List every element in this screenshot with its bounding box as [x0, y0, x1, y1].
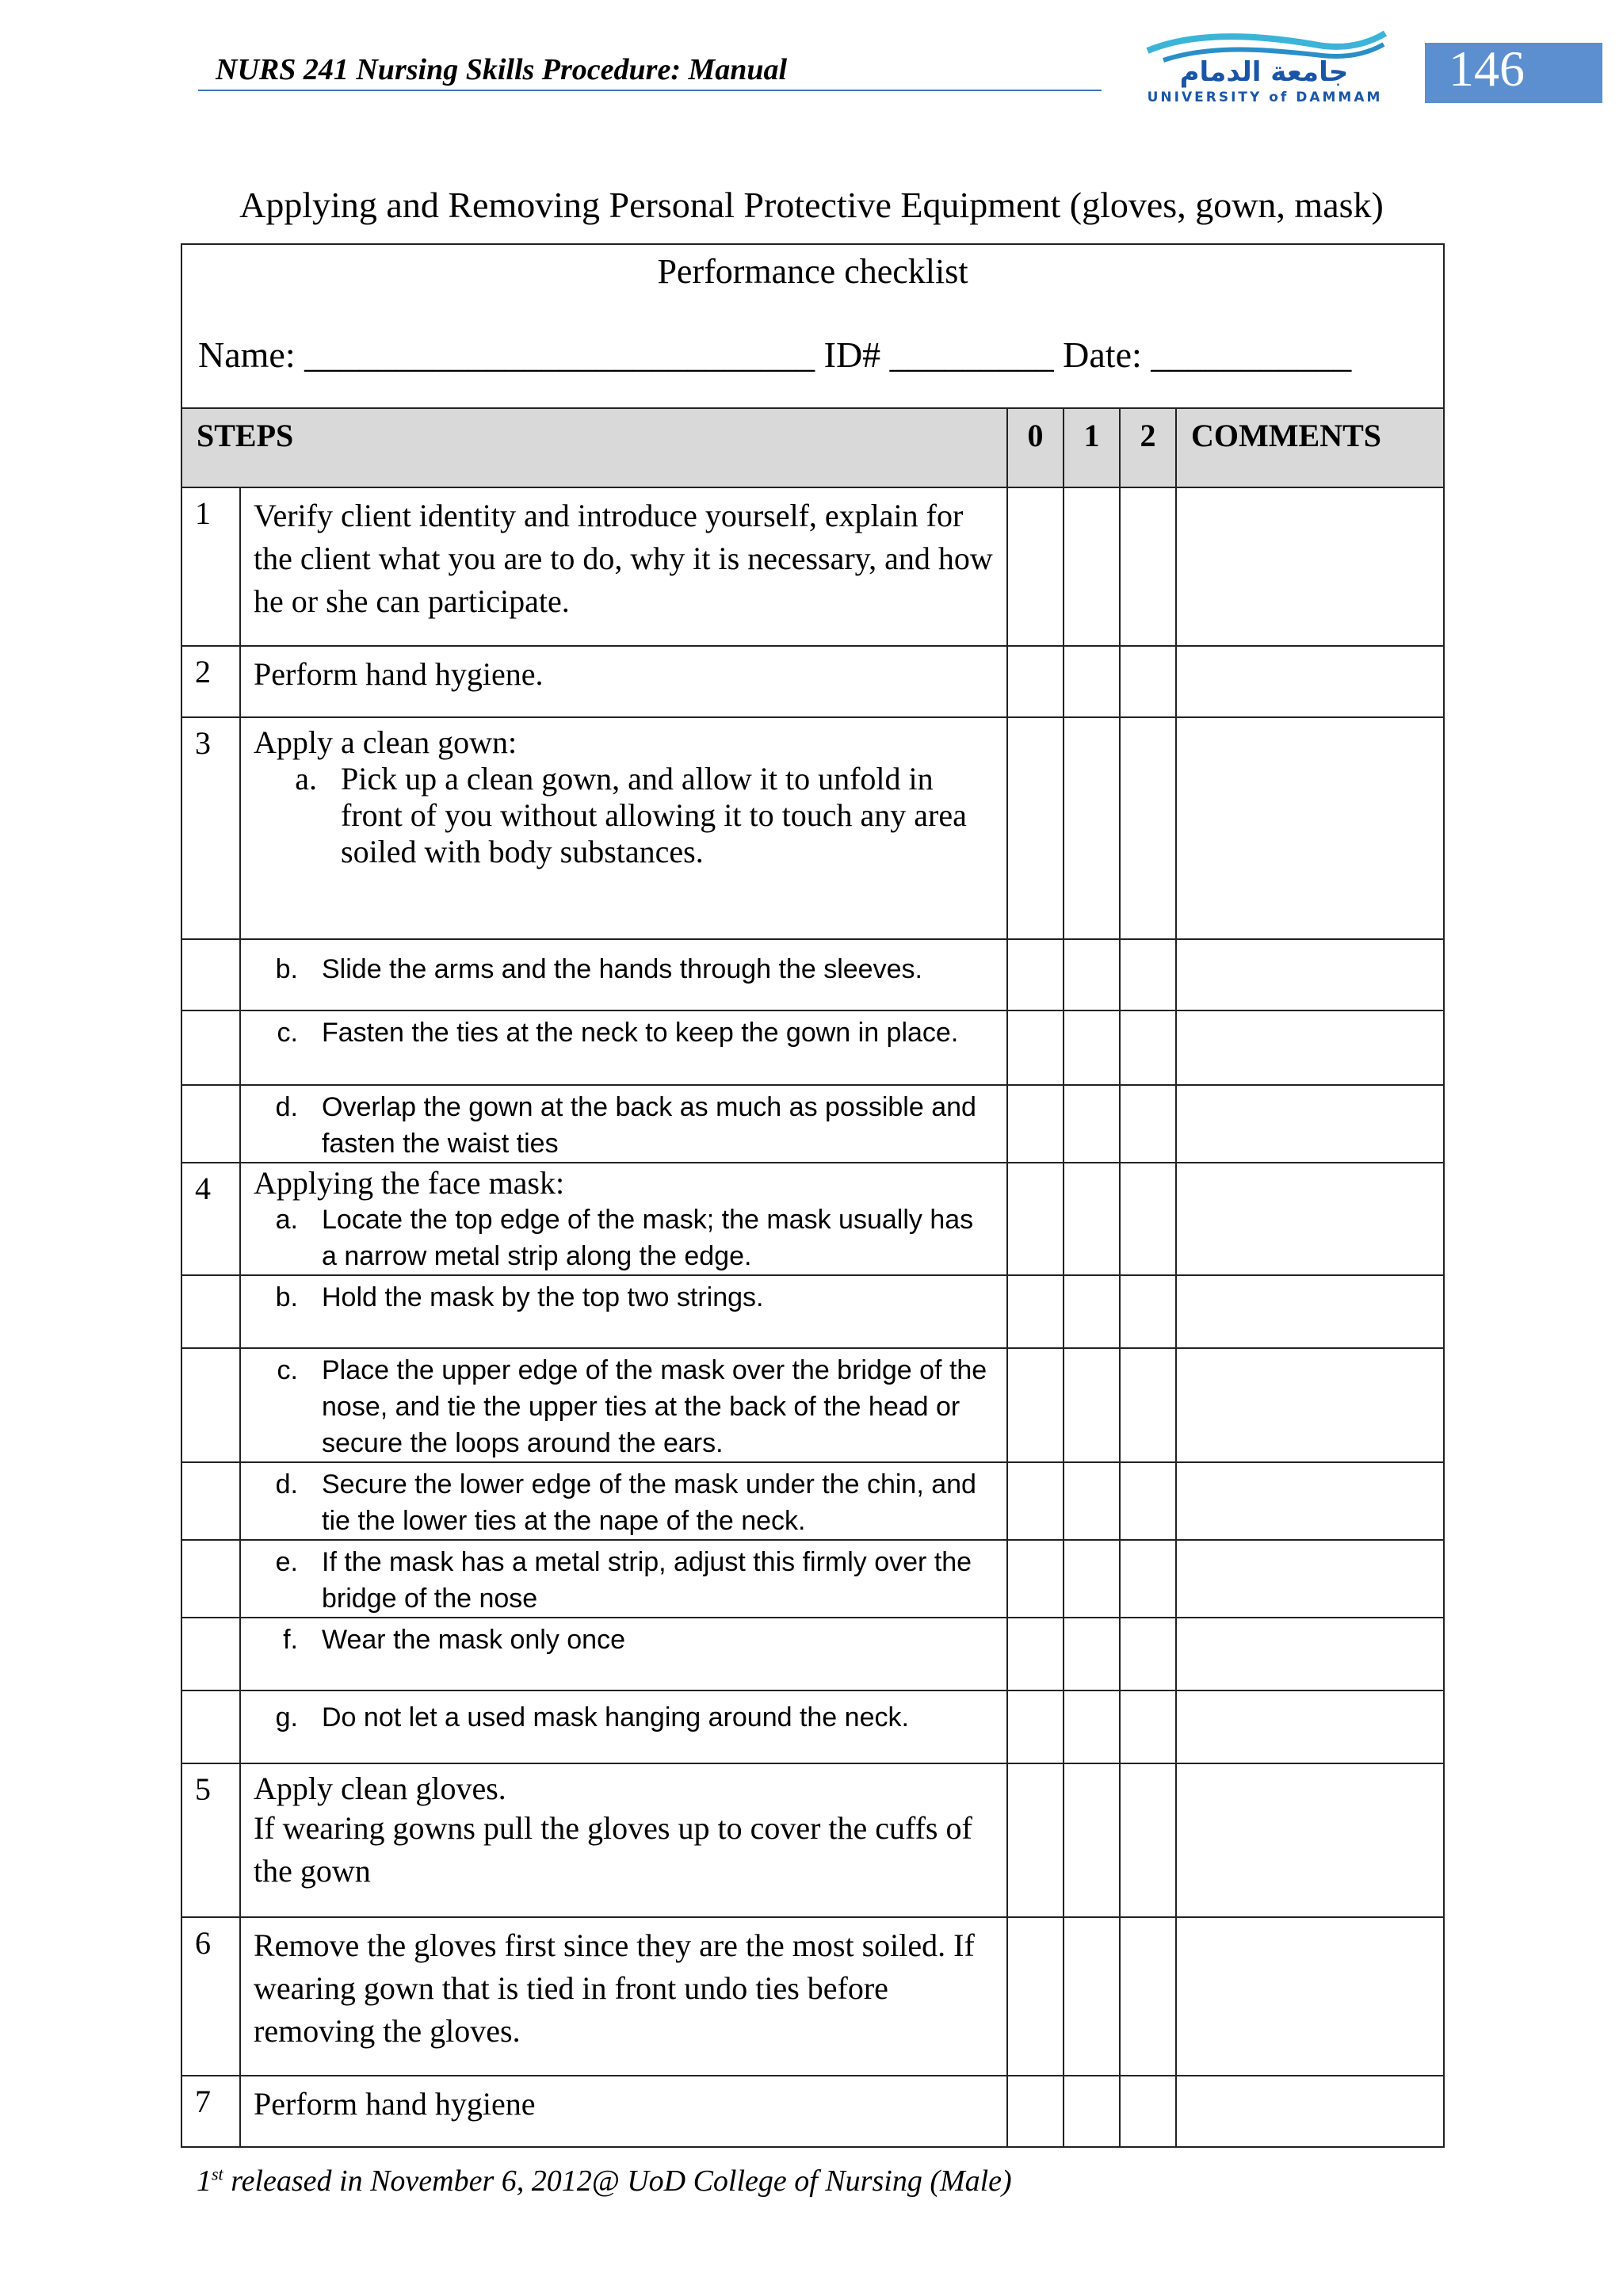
id-label: ID#	[823, 334, 881, 375]
score-0-cell[interactable]	[1007, 1618, 1064, 1690]
substep-text: Place the upper edge of the mask over the bridge of the nose, and tie the upper ties at the back of the head or secure the loops around the ears.	[322, 1355, 987, 1458]
name-label: Name:	[198, 334, 296, 375]
step-text: Perform hand hygiene.	[240, 646, 1007, 717]
substep	[241, 1201, 1006, 1274]
score-0-cell[interactable]	[1007, 1917, 1064, 2076]
score-2-cell[interactable]	[1120, 1763, 1176, 1917]
comments-cell[interactable]	[1176, 717, 1444, 939]
step-text: Perform hand hygiene	[240, 2076, 1007, 2147]
step-cell	[240, 717, 1007, 939]
score-2-cell[interactable]	[1120, 646, 1176, 717]
substep-text: If the mask has a metal strip, adjust this firmly over the bridge of the nose	[322, 1547, 972, 1614]
score-2-cell[interactable]	[1120, 1917, 1176, 2076]
footer-ordinal: 1	[197, 2164, 212, 2198]
score-2-cell[interactable]	[1120, 1462, 1176, 1540]
substep-letter: b.	[275, 954, 298, 984]
substep-text: Do not let a used mask hanging around the neck.	[322, 1702, 909, 1733]
step-cell	[240, 1348, 1007, 1462]
score-1-cell[interactable]	[1064, 1462, 1120, 1540]
comments-cell[interactable]	[1176, 1462, 1444, 1540]
substep-text: Locate the top edge of the mask; the mask usually has a narrow metal strip along the edge.	[322, 1205, 974, 1271]
substep-letter: a.	[275, 1205, 298, 1235]
performance-checklist-table	[181, 243, 1445, 2148]
score-0-cell[interactable]	[1007, 646, 1064, 717]
step-cell	[240, 1163, 1007, 1275]
comments-cell[interactable]	[1176, 646, 1444, 717]
form-row	[181, 244, 1444, 408]
substep-letter: c.	[277, 1018, 298, 1048]
score-1-cell[interactable]	[1064, 1085, 1120, 1163]
substep	[241, 1014, 1006, 1051]
substep	[241, 943, 1006, 988]
substep	[241, 1544, 1006, 1617]
score-2-cell[interactable]	[1120, 717, 1176, 939]
step-number: 5	[181, 1763, 240, 1917]
comments-cell[interactable]	[1176, 1275, 1444, 1348]
substep	[241, 1694, 1006, 1736]
step-number	[181, 1348, 240, 1462]
substep-letter: g.	[275, 1702, 298, 1733]
score-0-cell[interactable]	[1007, 939, 1064, 1010]
substep	[241, 1279, 1006, 1316]
substep	[241, 1089, 1006, 1162]
footer-text: released in November 6, 2012@ UoD College of Nursing (Male)	[223, 2164, 1012, 2198]
score-2-cell[interactable]	[1120, 1690, 1176, 1763]
step-text: Applying the face mask:	[254, 1165, 565, 1201]
logo-arabic-text: جامعة الدمام	[1179, 56, 1349, 88]
score-0-cell[interactable]	[1007, 2076, 1064, 2147]
substep-text: Slide the arms and the hands through the sleeves.	[322, 954, 922, 984]
substep-letter: d.	[275, 1469, 298, 1499]
score-1-cell[interactable]	[1064, 1163, 1120, 1275]
score-0-cell[interactable]	[1007, 1275, 1064, 1348]
table-row	[181, 1917, 1444, 2076]
score-1-cell[interactable]	[1064, 1348, 1120, 1462]
student-fields	[198, 334, 1351, 376]
step-number: 1	[181, 487, 240, 646]
score-2-cell[interactable]	[1120, 1163, 1176, 1275]
score-0-cell[interactable]	[1007, 1163, 1064, 1275]
step-number	[181, 1540, 240, 1618]
score-2-cell[interactable]	[1120, 1618, 1176, 1690]
substep-letter: f.	[283, 1625, 298, 1655]
substep-text: Wear the mask only once	[322, 1625, 625, 1655]
score-1-cell[interactable]	[1064, 1690, 1120, 1763]
step-cell	[240, 1275, 1007, 1348]
column-header-row	[181, 408, 1444, 487]
step-note: If wearing gowns pull the gloves up to cover the cuffs of the gown	[254, 1810, 972, 1889]
score-1-cell[interactable]	[1064, 1010, 1120, 1085]
date-field[interactable]: ___________	[1151, 334, 1352, 375]
score-0-cell[interactable]	[1007, 717, 1064, 939]
comments-cell[interactable]	[1176, 1085, 1444, 1163]
header-rule	[198, 90, 1102, 91]
substep-text: Fasten the ties at the neck to keep the gown in place.	[322, 1018, 959, 1048]
comments-cell[interactable]	[1176, 487, 1444, 646]
score-0-cell[interactable]	[1007, 487, 1064, 646]
score-2-cell[interactable]	[1120, 1010, 1176, 1085]
step-cell	[240, 1462, 1007, 1540]
substep-letter: c.	[277, 1355, 298, 1385]
step-cell	[240, 1763, 1007, 1917]
comments-cell[interactable]	[1176, 939, 1444, 1010]
steps-header: STEPS	[181, 408, 1007, 487]
score-1-cell[interactable]	[1064, 646, 1120, 717]
score-1-cell[interactable]	[1064, 1763, 1120, 1917]
comments-cell[interactable]	[1176, 1690, 1444, 1763]
substep-text: Pick up a clean gown, and allow it to unfold in front of you without allowing it to touch any area soiled with body substances.	[341, 761, 967, 869]
table-row	[181, 1618, 1444, 1690]
substep	[241, 1622, 1006, 1658]
score-2-cell[interactable]	[1120, 2076, 1176, 2147]
step-number: 4	[181, 1163, 240, 1275]
score-0-cell[interactable]	[1007, 1348, 1064, 1462]
date-label: Date:	[1063, 334, 1142, 375]
step-number: 3	[181, 717, 240, 939]
table-row	[181, 1462, 1444, 1540]
step-number: 7	[181, 2076, 240, 2147]
score-2-cell[interactable]	[1120, 1275, 1176, 1348]
step-cell	[240, 1690, 1007, 1763]
substep-letter: e.	[275, 1547, 298, 1577]
score-1-cell[interactable]	[1064, 1618, 1120, 1690]
score-1-cell[interactable]	[1064, 1275, 1120, 1348]
score-2-header: 2	[1120, 408, 1176, 487]
score-0-cell[interactable]	[1007, 1010, 1064, 1085]
step-cell	[240, 939, 1007, 1010]
substep	[241, 1352, 1006, 1461]
name-field[interactable]: ____________________________	[304, 334, 815, 375]
step-cell	[240, 1085, 1007, 1163]
checklist-subtitle: Performance checklist	[657, 252, 968, 291]
step-text: Verify client identity and introduce yourself, explain for the client what you are to do, why it is necessary, and how he or she can participate.	[240, 487, 1007, 646]
score-1-cell[interactable]	[1064, 1540, 1120, 1618]
logo-latin-text: UNIVERSITY of DAMMAM	[1147, 90, 1383, 105]
table-row	[181, 2076, 1444, 2147]
comments-header: COMMENTS	[1176, 408, 1444, 487]
score-2-cell[interactable]	[1120, 1540, 1176, 1618]
score-1-cell[interactable]	[1064, 717, 1120, 939]
table-row	[181, 1540, 1444, 1618]
comments-cell[interactable]	[1176, 1348, 1444, 1462]
score-2-cell[interactable]	[1120, 487, 1176, 646]
manual-title: NURS 241 Nursing Skills Procedure: Manual	[216, 53, 788, 86]
step-number: 6	[181, 1917, 240, 2076]
table-row	[181, 1348, 1444, 1462]
score-1-cell[interactable]	[1064, 939, 1120, 1010]
score-2-cell[interactable]	[1120, 1348, 1176, 1462]
table-row	[181, 1085, 1444, 1163]
score-2-cell[interactable]	[1120, 1085, 1176, 1163]
comments-cell[interactable]	[1176, 1163, 1444, 1275]
comments-cell[interactable]	[1176, 1763, 1444, 1917]
substep-letter: b.	[275, 1282, 298, 1312]
substep-text: Overlap the gown at the back as much as possible and fasten the waist ties	[322, 1092, 976, 1159]
table-row	[181, 939, 1444, 1010]
table-row	[181, 646, 1444, 717]
step-cell	[240, 1010, 1007, 1085]
substep-text: Hold the mask by the top two strings.	[322, 1282, 764, 1312]
score-0-cell[interactable]	[1007, 1462, 1064, 1540]
step-number	[181, 1618, 240, 1690]
comments-cell[interactable]	[1176, 1618, 1444, 1690]
table-row	[181, 1163, 1444, 1275]
step-text: Apply a clean gown:	[254, 724, 517, 760]
step-cell	[240, 1618, 1007, 1690]
footer-ordinal-suffix: st	[212, 2164, 223, 2184]
table-row	[181, 1010, 1444, 1085]
substep	[241, 1466, 1006, 1539]
score-2-cell[interactable]	[1120, 939, 1176, 1010]
score-1-cell[interactable]	[1064, 2076, 1120, 2147]
step-text: Remove the gloves first since they are the most soiled. If wearing gown that is tied in front undo ties before removing the gloves.	[240, 1917, 1007, 2076]
release-footer	[197, 2164, 1012, 2199]
substep	[241, 761, 999, 870]
substep-letter: a.	[295, 761, 317, 797]
page-number: 146	[1449, 40, 1525, 97]
step-cell	[240, 1540, 1007, 1618]
comments-cell[interactable]	[1176, 1917, 1444, 2076]
form-cell	[181, 244, 1444, 408]
comments-cell[interactable]	[1176, 2076, 1444, 2147]
step-number	[181, 939, 240, 1010]
score-0-cell[interactable]	[1007, 1085, 1064, 1163]
score-0-header: 0	[1007, 408, 1064, 487]
table-row	[181, 1690, 1444, 1763]
step-number	[181, 1275, 240, 1348]
comments-cell[interactable]	[1176, 1010, 1444, 1085]
score-1-header: 1	[1064, 408, 1120, 487]
score-1-cell[interactable]	[1064, 1917, 1120, 2076]
step-number	[181, 1690, 240, 1763]
substep-letter: d.	[275, 1092, 298, 1122]
id-field[interactable]: _________	[889, 334, 1054, 375]
comments-cell[interactable]	[1176, 1540, 1444, 1618]
score-0-cell[interactable]	[1007, 1690, 1064, 1763]
step-number: 2	[181, 646, 240, 717]
step-number	[181, 1085, 240, 1163]
document-title: Applying and Removing Personal Protective Equipment (gloves, gown, mask)	[239, 185, 1384, 225]
score-0-cell[interactable]	[1007, 1540, 1064, 1618]
step-number	[181, 1010, 240, 1085]
substep-text: Secure the lower edge of the mask under the chin, and tie the lower ties at the nape of the neck.	[322, 1469, 976, 1536]
score-0-cell[interactable]	[1007, 1763, 1064, 1917]
table-row	[181, 1763, 1444, 1917]
table-row	[181, 1275, 1444, 1348]
table-row	[181, 717, 1444, 939]
step-text: Apply clean gloves.	[254, 1771, 506, 1806]
table-row	[181, 487, 1444, 646]
step-number	[181, 1462, 240, 1540]
score-1-cell[interactable]	[1064, 487, 1120, 646]
